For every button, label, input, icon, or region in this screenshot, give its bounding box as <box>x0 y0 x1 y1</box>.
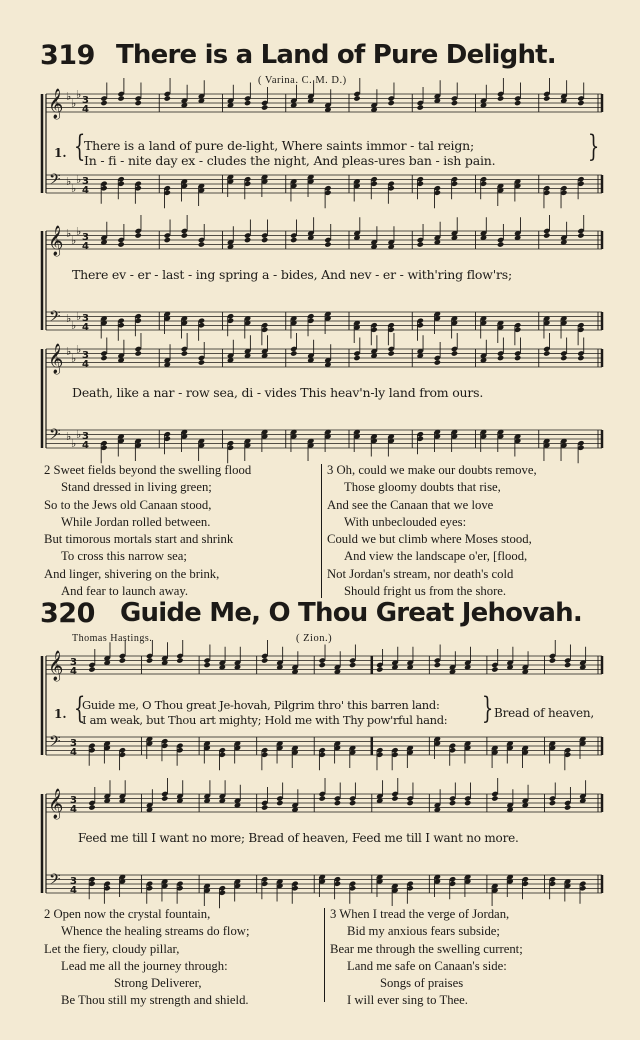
verse-number: 1. <box>54 146 67 160</box>
svg-text:𝄞: 𝄞 <box>48 789 64 819</box>
svg-text:3: 3 <box>82 313 89 324</box>
svg-text:♭: ♭ <box>66 90 72 103</box>
svg-text:♭: ♭ <box>76 172 82 186</box>
svg-text:𝄞: 𝄞 <box>48 651 64 681</box>
svg-text:4: 4 <box>82 104 89 115</box>
verse-number: 1. <box>54 707 67 721</box>
svg-text:4: 4 <box>82 241 89 252</box>
stanza-line: Bear me through the swelling current; <box>330 941 523 956</box>
svg-text:3: 3 <box>82 95 89 106</box>
svg-text:𝄞: 𝄞 <box>48 344 64 374</box>
lyric-line: Guide me, O Thou great Je-hovah, Pilgrim thro' this barren land: <box>82 698 440 712</box>
hymn-title: There is a Land of Pure Delight. <box>116 40 556 70</box>
stanza-3 <box>330 906 523 1010</box>
tune-name: ( Varina. C. M. D.) <box>258 75 347 86</box>
lyric-brace-open: { <box>73 691 86 726</box>
svg-text:4: 4 <box>82 440 89 451</box>
svg-text:𝄢: 𝄢 <box>49 871 61 892</box>
svg-text:3: 3 <box>82 350 89 361</box>
svg-text:♭: ♭ <box>71 436 77 450</box>
svg-text:3: 3 <box>70 657 77 668</box>
svg-text:3: 3 <box>82 431 89 442</box>
svg-text:3: 3 <box>70 795 77 806</box>
svg-text:3: 3 <box>70 876 77 887</box>
stanza-line: Not Jordan's stream, nor death's cold <box>327 566 514 581</box>
stanza-line: Lead me all the journey through: <box>61 958 228 973</box>
stanza-line: And see the Canaan that we love <box>327 497 494 512</box>
stanza-line: And view the landscape o'er, [flood, <box>344 549 528 564</box>
stanza-line: And fear to launch away. <box>61 584 189 599</box>
stanza-line: Those gloomy doubts that rise, <box>344 480 501 495</box>
stanza-line: 3 Oh, could we make our doubts remove, <box>327 463 537 477</box>
stanza-line: But timorous mortals start and shrink <box>44 532 234 547</box>
lyric-brace-open: { <box>73 129 86 164</box>
lyric-line: There is a land of pure de-light, Where saints immor - tal reign; <box>84 138 475 153</box>
svg-text:3: 3 <box>82 176 89 187</box>
svg-text:4: 4 <box>70 885 77 896</box>
lyric-brace-close: } <box>481 691 494 726</box>
svg-text:♭: ♭ <box>66 227 72 240</box>
svg-text:♭: ♭ <box>71 96 77 110</box>
svg-text:3: 3 <box>70 738 77 749</box>
svg-text:♭: ♭ <box>76 309 82 323</box>
stanza-line: I will ever sing to Thee. <box>347 993 468 1008</box>
svg-text:𝄢: 𝄢 <box>49 171 61 192</box>
stanza-line: While Jordan rolled between. <box>61 514 211 529</box>
stanza-line: Should fright us from the shore. <box>344 584 507 599</box>
stanza-line: 2 Open now the crystal fountain, <box>44 907 211 921</box>
svg-text:4: 4 <box>70 666 77 677</box>
svg-text:4: 4 <box>82 322 89 333</box>
lyric-line: Feed me till I want no more; Bread of heaven, Feed me till I want no more. <box>78 831 519 845</box>
svg-text:♭: ♭ <box>66 312 72 325</box>
stanza-line: Stand dressed in living green; <box>61 480 212 495</box>
svg-text:♭: ♭ <box>71 351 77 365</box>
svg-text:𝄢: 𝄢 <box>49 426 61 447</box>
svg-text:♭: ♭ <box>71 318 77 332</box>
stanza-line: Bid my anxious fears subside; <box>347 924 500 939</box>
svg-text:♭: ♭ <box>76 87 82 101</box>
stanza-line: So to the Jews old Canaan stood, <box>44 497 212 512</box>
tune-name: ( Zion.) <box>296 633 333 644</box>
lyric-brace-close: } <box>587 129 600 164</box>
svg-text:♭: ♭ <box>66 345 72 358</box>
lyric-line: Death, like a nar - row sea, di - vides This heav'n-ly land from ours. <box>72 385 484 400</box>
stanza-divider <box>324 908 325 1002</box>
svg-text:4: 4 <box>70 747 77 758</box>
svg-text:♭: ♭ <box>76 342 82 356</box>
hymn-title: Guide Me, O Thou Great Jehovah. <box>120 598 582 628</box>
hymn-number: 320 <box>40 598 95 629</box>
svg-text:♭: ♭ <box>71 233 77 247</box>
svg-text:𝄞: 𝄞 <box>48 89 64 119</box>
stanza-line: 2 Sweet fields beyond the swelling flood <box>44 463 252 477</box>
svg-text:♭: ♭ <box>66 430 72 443</box>
svg-text:4: 4 <box>82 359 89 370</box>
svg-text:♭: ♭ <box>76 427 82 441</box>
svg-text:𝄢: 𝄢 <box>49 308 61 329</box>
svg-text:4: 4 <box>82 185 89 196</box>
svg-text:♭: ♭ <box>76 224 82 238</box>
stanza-line: Be Thou still my strength and shield. <box>61 993 249 1008</box>
svg-text:𝄞: 𝄞 <box>48 226 64 256</box>
stanza-line: Whence the healing streams do flow; <box>61 924 250 939</box>
svg-text:4: 4 <box>70 804 77 815</box>
stanza-line: Could we but climb where Moses stood, <box>327 532 532 547</box>
lyric-line: In - fi - nite day ex - cludes the night, And pleas-ures ban - ish pain. <box>84 153 496 168</box>
stanza-line: Strong Deliverer, <box>114 976 202 991</box>
svg-text:3: 3 <box>82 232 89 243</box>
lyric-line: I am weak, but Thou art mighty; Hold me with Thy pow'rful hand: <box>82 713 448 727</box>
stanza-2 <box>44 906 250 1010</box>
lyric-line: There ev - er - last - ing spring a - bides, And nev - er - with'ring flow'rs; <box>72 267 512 282</box>
svg-text:♭: ♭ <box>71 181 77 195</box>
stanza-line: 3 When I tread the verge of Jordan, <box>330 907 510 921</box>
stanza-line: With unbeclouded eyes: <box>344 514 467 529</box>
svg-text:♭: ♭ <box>66 175 72 188</box>
stanza-line: Land me safe on Canaan's side: <box>347 958 507 973</box>
hymn-number: 319 <box>40 40 95 71</box>
svg-text:𝄢: 𝄢 <box>49 733 61 754</box>
author-name: Thomas Hastings. <box>72 633 153 644</box>
lyric-line: Bread of heaven, <box>494 706 594 720</box>
stanza-line: To cross this narrow sea; <box>61 549 187 564</box>
stanza-line: Let the fiery, cloudy pillar, <box>44 941 180 956</box>
stanza-line: And linger, shivering on the brink, <box>44 566 220 581</box>
stanza-line: Songs of praises <box>380 976 464 991</box>
